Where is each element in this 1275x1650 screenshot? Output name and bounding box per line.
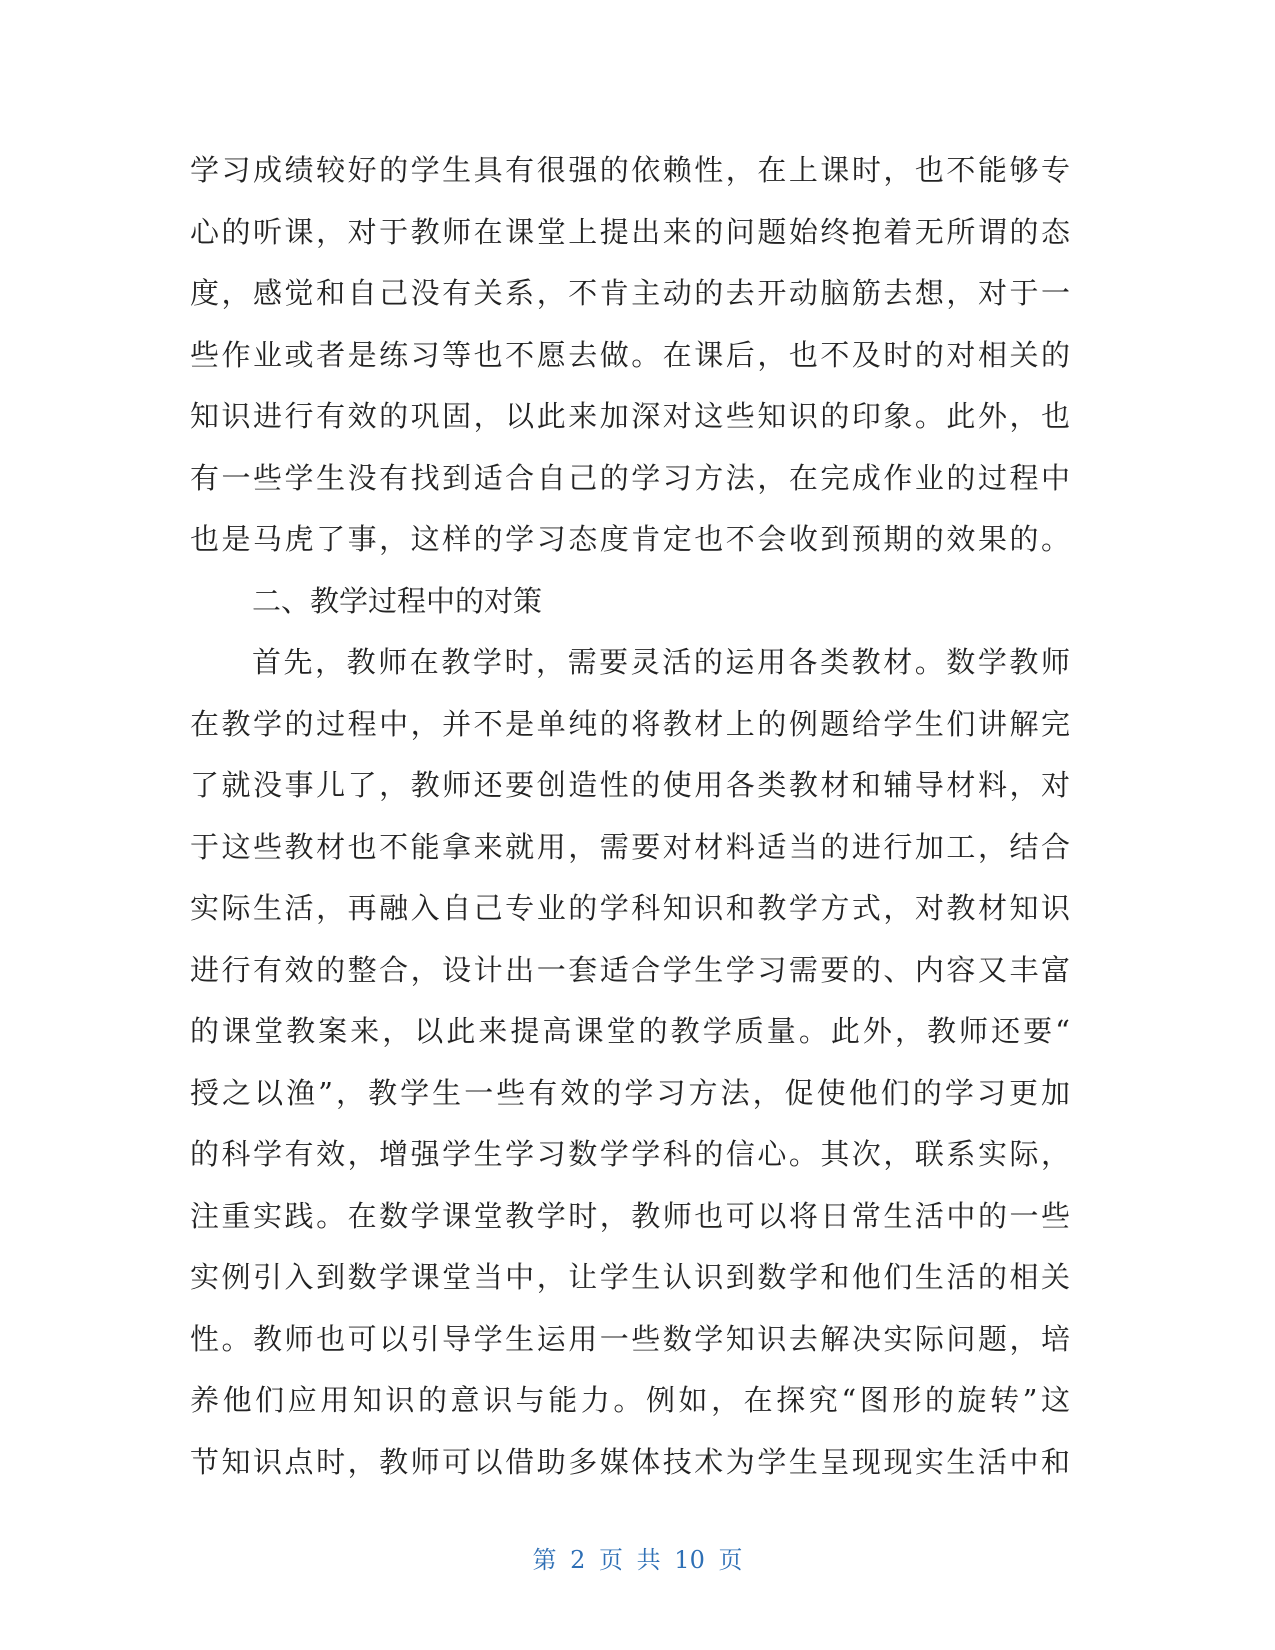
text-line: 有一些学生没有找到适合自己的学习方法，在完成作业的过程中	[190, 460, 1070, 495]
text-line: 注重实践。在数学课堂教学时，教师也可以将日常生活中的一些	[190, 1198, 1070, 1233]
text-line: 在教学的过程中，并不是单纯的将教材上的例题给学生们讲解完	[190, 706, 1070, 741]
text-line: 的科学有效，增强学生学习数学学科的信心。其次，联系实际，	[190, 1137, 1070, 1171]
text-line: 学习成绩较好的学生具有很强的依赖性，在上课时，也不能够专	[190, 153, 1070, 187]
text-line: 于这些教材也不能拿来就用，需要对材料适当的进行加工，结合	[190, 829, 1070, 864]
text-line: 也是马虎了事，这样的学习态度肯定也不会收到预期的效果的。	[190, 522, 1070, 556]
page-number-footer: 第 2 页 共 10 页	[532, 1546, 743, 1574]
text-line: 心的听课，对于教师在课堂上提出来的问题始终抱着无所谓的态	[190, 214, 1070, 249]
text-line: 了就没事儿了，教师还要创造性的使用各类教材和辅导材料，对	[190, 768, 1070, 802]
text-line: 授之以渔”，教学生一些有效的学习方法，促使他们的学习更加	[190, 1075, 1070, 1110]
text-line: 节知识点时，教师可以借助多媒体技术为学生呈现现实生活中和	[190, 1444, 1070, 1479]
section-heading: 二、教学过程中的对策	[252, 583, 543, 618]
text-line: 养他们应用知识的意识与能力。例如，在探究“图形的旋转”这	[190, 1383, 1070, 1417]
body-text	[190, 140, 1070, 1493]
text-line: 知识进行有效的巩固，以此来加深对这些知识的印象。此外，也	[190, 399, 1070, 433]
text-line: 实际生活，再融入自己专业的学科知识和教学方式，对教材知识	[190, 891, 1070, 925]
text-line: 性。教师也可以引导学生运用一些数学知识去解决实际问题，培	[190, 1321, 1070, 1356]
text-line: 些作业或者是练习等也不愿去做。在课后，也不及时的对相关的	[190, 337, 1070, 372]
text-line: 的课堂教案来，以此来提高课堂的教学质量。此外，教师还要“	[190, 1014, 1070, 1048]
text-line: 进行有效的整合，设计出一套适合学生学习需要的、内容又丰富	[190, 952, 1070, 987]
text-line: 度，感觉和自己没有关系，不肯主动的去开动脑筋去想，对于一	[190, 276, 1070, 310]
text-line: 首先，教师在教学时，需要灵活的运用各类教材。数学教师	[252, 645, 1070, 679]
text-line: 实例引入到数学课堂当中，让学生认识到数学和他们生活的相关	[190, 1260, 1070, 1294]
